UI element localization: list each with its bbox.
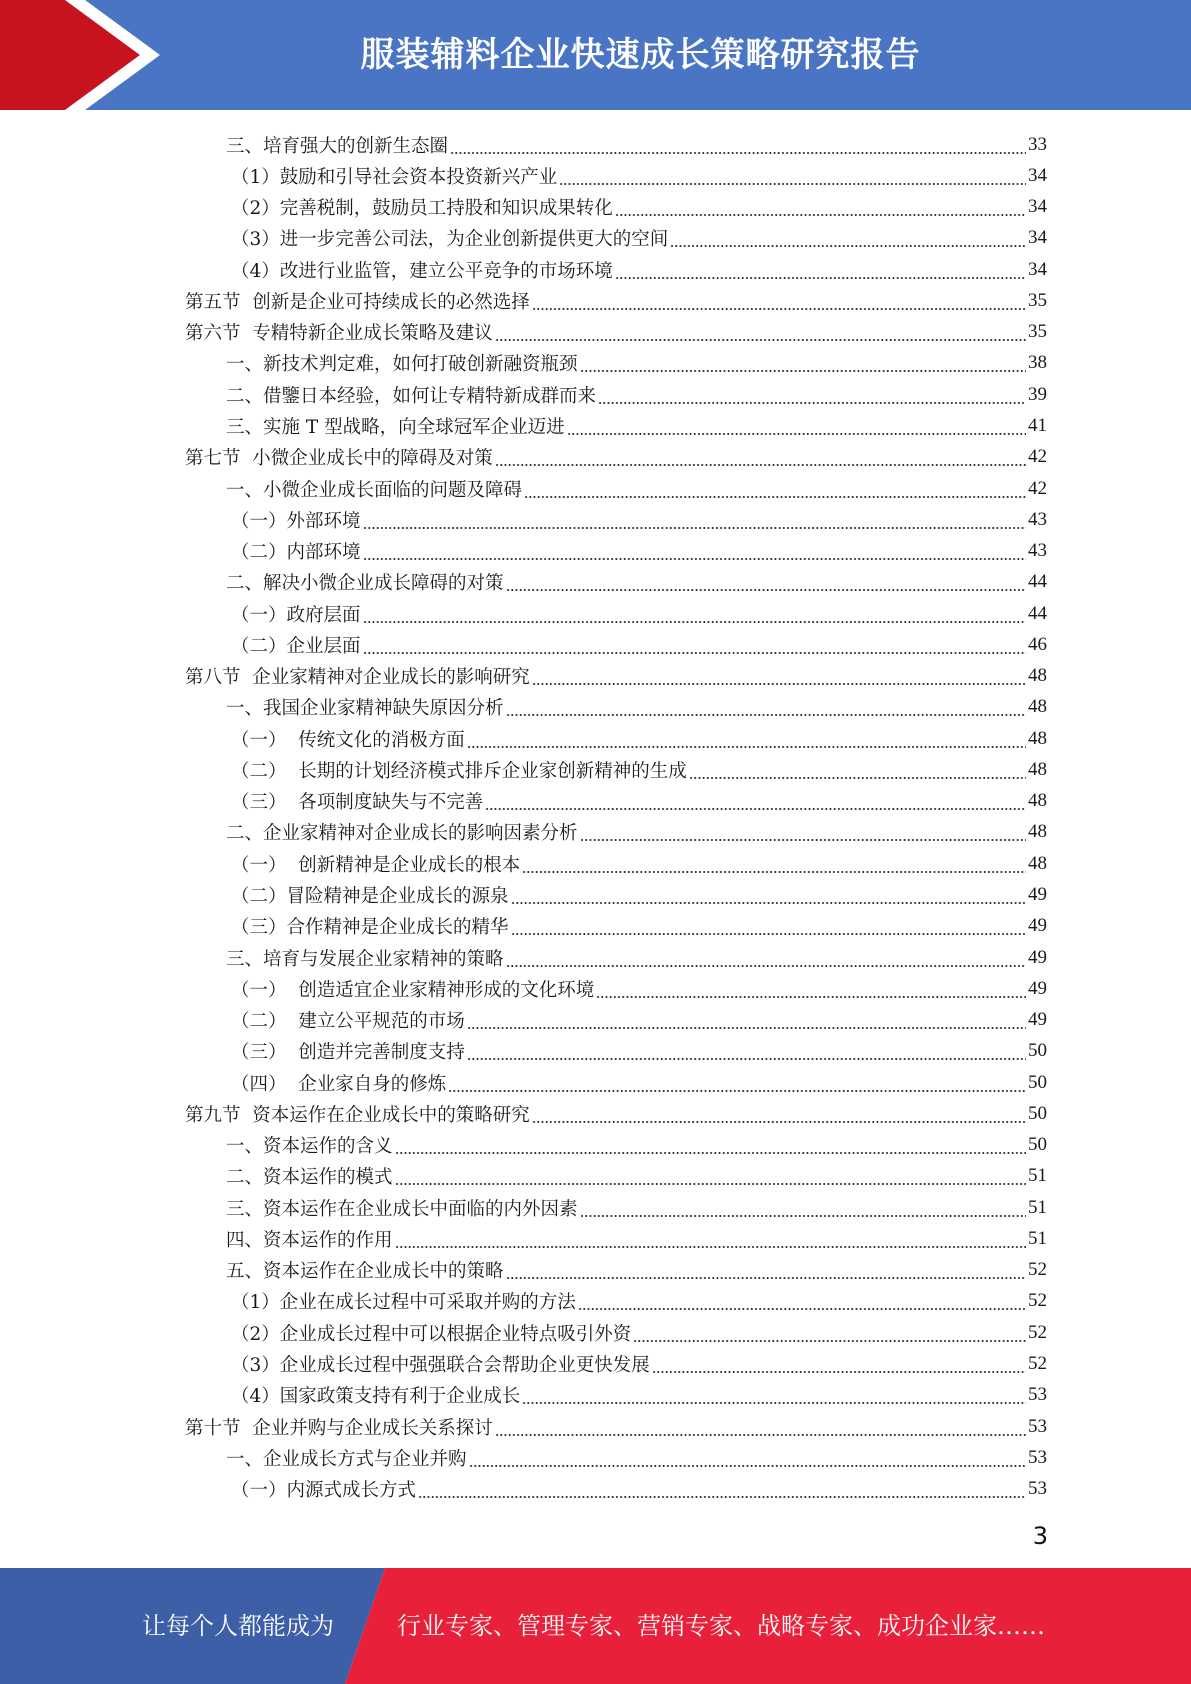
- toc-entry[interactable]: [0, 817, 1191, 848]
- toc-leader-dots: [532, 667, 1026, 685]
- footer-slogan-right: 行业专家、管理专家、营销专家、战略专家、成功企业家……: [397, 1612, 1045, 1640]
- toc-leader-dots: [506, 698, 1026, 716]
- toc-leader-dots: [467, 1011, 1026, 1029]
- toc-entry-label: 三、实施 T 型战略，向全球冠军企业迈进: [226, 417, 565, 439]
- toc-leader-dots: [363, 605, 1026, 623]
- toc-leader-dots: [467, 730, 1026, 748]
- toc-entry-label: （2）企业成长过程中可以根据企业特点吸引外资: [231, 1323, 632, 1345]
- toc-entry-label: （一）内源式成长方式: [231, 1480, 417, 1502]
- toc-entry-label: 一、小微企业成长面临的问题及障碍: [226, 479, 523, 501]
- toc-entry-label: （二）内部环境: [231, 542, 361, 564]
- toc-entry[interactable]: [0, 160, 1191, 191]
- toc-entry-label: （1）企业在成长过程中可采取并购的方法: [231, 1292, 576, 1314]
- toc-entry-page: 41: [1028, 415, 1047, 437]
- toc-entry[interactable]: [0, 1380, 1191, 1411]
- toc-leader-dots: [467, 1042, 1026, 1060]
- toc-leader-dots: [580, 823, 1026, 841]
- toc-entry-label: （4）改进行业监管，建立公平竞争的市场环境: [231, 260, 613, 282]
- toc-entry-page: 44: [1028, 571, 1047, 593]
- toc-entry-label: （3）企业成长过程中强强联合会帮助企业更快发展: [231, 1354, 650, 1376]
- toc-entry-page: 49: [1028, 977, 1047, 999]
- toc-entry-label: （三）合作精神是企业成长的精华: [231, 917, 509, 939]
- toc-entry[interactable]: [0, 473, 1191, 504]
- toc-entry-label: 三、资本运作在企业成长中面临的内外因素: [226, 1198, 578, 1220]
- toc-entry-page: 48: [1028, 758, 1047, 780]
- toc-entry[interactable]: [0, 254, 1191, 285]
- toc-entry-label: 一、企业成长方式与企业并购: [226, 1448, 467, 1470]
- toc-leader-dots: [522, 855, 1026, 873]
- toc-leader-dots: [524, 480, 1026, 498]
- toc-entry-page: 51: [1028, 1227, 1047, 1249]
- toc-entry[interactable]: [0, 1223, 1191, 1254]
- toc-entry-page: 43: [1028, 540, 1047, 562]
- toc-entry-label: （1）鼓励和引导社会资本投资新兴产业: [231, 166, 558, 188]
- toc-leader-dots: [615, 261, 1026, 279]
- toc-entry-label: （二）冒险精神是企业成长的源泉: [231, 886, 509, 907]
- toc-entry[interactable]: [0, 692, 1191, 723]
- toc-entry-page: 34: [1028, 258, 1047, 280]
- toc-entry-label: （三） 创造并完善制度支持: [231, 1042, 465, 1064]
- toc-entry-label: 第五节 创新是企业可持续成长的必然选择: [185, 291, 530, 313]
- toc-leader-dots: [363, 542, 1026, 560]
- toc-entry-page: 50: [1028, 1134, 1047, 1156]
- toc-leader-dots: [495, 448, 1026, 466]
- toc-leader-dots: [511, 917, 1026, 935]
- toc-entry-page: 42: [1028, 477, 1047, 499]
- report-title: 服装辅料企业快速成长策略研究报告: [360, 35, 921, 75]
- toc-leader-dots: [522, 1386, 1026, 1404]
- toc-entry[interactable]: [0, 1255, 1191, 1286]
- toc-leader-dots: [532, 292, 1026, 310]
- toc-entry[interactable]: [0, 223, 1191, 254]
- toc-entry-page: 50: [1028, 1071, 1047, 1093]
- toc-entry-page: 48: [1028, 665, 1047, 687]
- toc-entry-label: （三） 各项制度缺失与不完善: [231, 792, 484, 814]
- toc-leader-dots: [495, 323, 1026, 341]
- toc-entry[interactable]: [0, 1317, 1191, 1348]
- toc-entry[interactable]: [0, 1192, 1191, 1223]
- toc-entry-page: 49: [1028, 1009, 1047, 1031]
- toc-entry-label: 二、企业家精神对企业成长的影响因素分析: [226, 823, 578, 845]
- toc-entry-page: 48: [1028, 821, 1047, 843]
- toc-entry-label: 第十节 企业并购与企业成长关系探讨: [185, 1417, 493, 1439]
- toc-leader-dots: [363, 511, 1026, 529]
- toc-entry[interactable]: [0, 535, 1191, 566]
- toc-entry[interactable]: [0, 1067, 1191, 1098]
- toc-entry-label: 第九节 资本运作在企业成长中的策略研究: [185, 1104, 530, 1126]
- toc-entry[interactable]: [0, 848, 1191, 879]
- toc-entry-page: 51: [1028, 1165, 1047, 1187]
- toc-leader-dots: [596, 980, 1026, 998]
- toc-entry[interactable]: [0, 911, 1191, 942]
- toc-entry-page: 52: [1028, 1259, 1047, 1281]
- toc-entry[interactable]: [0, 879, 1191, 910]
- toc-leader-dots: [395, 1230, 1026, 1248]
- toc-entry[interactable]: [0, 1161, 1191, 1192]
- toc-entry-label: （一）外部环境: [231, 510, 361, 532]
- toc-entry-label: （4）国家政策支持有利于企业成长: [231, 1386, 521, 1408]
- toc-entry[interactable]: [0, 285, 1191, 316]
- toc-entry-label: （一） 创新精神是企业成长的根本: [231, 854, 521, 876]
- toc-leader-dots: [652, 1355, 1026, 1373]
- toc-entry-page: 38: [1028, 352, 1047, 374]
- toc-entry[interactable]: [0, 442, 1191, 473]
- page-header: [0, 0, 1191, 110]
- toc-entry-label: （二） 长期的计划经济模式排斥企业家创新精神的生成: [231, 760, 687, 782]
- toc-leader-dots: [495, 1418, 1026, 1436]
- toc-entry-page: 35: [1028, 289, 1047, 311]
- toc-leader-dots: [450, 136, 1026, 154]
- toc-entry[interactable]: [0, 1036, 1191, 1067]
- toc-leader-dots: [448, 1074, 1026, 1092]
- toc-entry-page: 42: [1028, 446, 1047, 468]
- toc-entry-label: 五、资本运作在企业成长中的策略: [226, 1261, 504, 1283]
- toc-entry-page: 33: [1028, 133, 1047, 155]
- toc-entry-page: 53: [1028, 1384, 1047, 1406]
- toc-leader-dots: [580, 354, 1026, 372]
- toc-entry[interactable]: [0, 1411, 1191, 1442]
- toc-leader-dots: [598, 386, 1026, 404]
- toc-entry[interactable]: [0, 629, 1191, 660]
- toc-entry-label: （二）企业层面: [231, 635, 361, 657]
- toc-entry-label: 第七节 小微企业成长中的障碍及对策: [185, 448, 493, 470]
- toc-entry[interactable]: [0, 942, 1191, 973]
- toc-entry[interactable]: [0, 504, 1191, 535]
- toc-leader-dots: [511, 886, 1026, 904]
- toc-entry-label: （2）完善税制，鼓励员工持股和知识成果转化: [231, 198, 613, 220]
- toc-entry-label: 二、解决小微企业成长障碍的对策: [226, 573, 504, 595]
- toc-leader-dots: [615, 198, 1026, 216]
- toc-leader-dots: [633, 1324, 1026, 1342]
- toc-entry-label: （一）政府层面: [231, 604, 361, 626]
- toc-entry-page: 34: [1028, 164, 1047, 186]
- toc-entry-label: （3）进一步完善公司法，为企业创新提供更大的空间: [231, 229, 669, 251]
- toc-leader-dots: [485, 792, 1026, 810]
- toc-entry-label: 二、资本运作的模式: [226, 1167, 393, 1189]
- toc-entry-page: 49: [1028, 915, 1047, 937]
- toc-entry[interactable]: [0, 129, 1191, 160]
- toc-entry[interactable]: [0, 410, 1191, 441]
- toc-leader-dots: [559, 167, 1026, 185]
- toc-entry-label: 第八节 企业家精神对企业成长的影响研究: [185, 667, 530, 689]
- toc-leader-dots: [580, 1199, 1026, 1217]
- toc-leader-dots: [578, 1292, 1026, 1310]
- footer-slogan-left: 让每个人都能成为: [142, 1612, 334, 1640]
- page-number: 3: [1032, 1522, 1048, 1550]
- toc-entry-page: 39: [1028, 383, 1047, 405]
- toc-entry-page: 48: [1028, 696, 1047, 718]
- toc-leader-dots: [506, 949, 1026, 967]
- toc-leader-dots: [670, 229, 1026, 247]
- toc-entry[interactable]: [0, 348, 1191, 379]
- toc-entry-page: 35: [1028, 321, 1047, 343]
- toc-entry-label: 三、培育与发展企业家精神的策略: [226, 948, 504, 970]
- toc-entry-page: 52: [1028, 1352, 1047, 1374]
- toc-entry-page: 46: [1028, 633, 1047, 655]
- toc-entry-label: （二） 建立公平规范的市场: [231, 1011, 465, 1033]
- toc-entry[interactable]: [0, 1098, 1191, 1129]
- toc-entry[interactable]: [0, 786, 1191, 817]
- toc-entry[interactable]: [0, 973, 1191, 1004]
- toc-entry-page: 53: [1028, 1446, 1047, 1468]
- toc-entry-page: 48: [1028, 790, 1047, 812]
- toc-entry-page: 49: [1028, 946, 1047, 968]
- page-footer: [0, 1568, 1191, 1684]
- toc-entry[interactable]: [0, 661, 1191, 692]
- table-of-contents: [0, 129, 1191, 1505]
- toc-entry-page: 48: [1028, 727, 1047, 749]
- toc-leader-dots: [567, 417, 1026, 435]
- toc-leader-dots: [469, 1449, 1026, 1467]
- toc-entry-label: （一） 传统文化的消极方面: [231, 729, 465, 751]
- toc-entry-label: 一、新技术判定难，如何打破创新融资瓶颈: [226, 354, 578, 376]
- toc-entry[interactable]: [0, 379, 1191, 410]
- toc-entry-page: 48: [1028, 852, 1047, 874]
- toc-leader-dots: [506, 1261, 1026, 1279]
- toc-entry[interactable]: [0, 754, 1191, 785]
- toc-entry[interactable]: [0, 598, 1191, 629]
- toc-entry-label: 二、借鑒日本经验，如何让专精特新成群而来: [226, 385, 597, 407]
- toc-entry-label: 四、资本运作的作用: [226, 1229, 393, 1251]
- toc-entry[interactable]: [0, 1348, 1191, 1379]
- toc-entry-label: （四） 企业家自身的修炼: [231, 1073, 447, 1095]
- toc-entry[interactable]: [0, 317, 1191, 348]
- toc-entry-page: 52: [1028, 1290, 1047, 1312]
- toc-leader-dots: [532, 1105, 1026, 1123]
- toc-entry[interactable]: [0, 1004, 1191, 1035]
- toc-entry-page: 49: [1028, 884, 1047, 905]
- toc-entry-page: 51: [1028, 1196, 1047, 1218]
- toc-entry-page: 44: [1028, 602, 1047, 624]
- toc-leader-dots: [363, 636, 1026, 654]
- toc-entry[interactable]: [0, 1286, 1191, 1317]
- toc-entry[interactable]: [0, 567, 1191, 598]
- toc-entry[interactable]: [0, 723, 1191, 754]
- toc-entry-page: 53: [1028, 1478, 1047, 1500]
- toc-entry-page: 50: [1028, 1040, 1047, 1062]
- toc-entry-label: 三、培育强大的创新生态圈: [226, 135, 449, 157]
- toc-entry-page: 52: [1028, 1321, 1047, 1343]
- toc-entry[interactable]: [0, 192, 1191, 223]
- toc-entry-page: 43: [1028, 508, 1047, 530]
- toc-entry-page: 50: [1028, 1102, 1047, 1124]
- toc-leader-dots: [689, 761, 1026, 779]
- toc-entry-label: （一） 创造适宜企业家精神形成的文化环境: [231, 979, 595, 1001]
- toc-entry[interactable]: [0, 1130, 1191, 1161]
- toc-entry[interactable]: [0, 1473, 1191, 1504]
- toc-entry-label: 一、我国企业家精神缺失原因分析: [226, 698, 504, 720]
- toc-leader-dots: [395, 1167, 1026, 1185]
- toc-entry[interactable]: [0, 1442, 1191, 1473]
- toc-entry-page: 53: [1028, 1415, 1047, 1437]
- toc-entry-label: 第六节 专精特新企业成长策略及建议: [185, 323, 493, 345]
- toc-entry-page: 34: [1028, 227, 1047, 249]
- toc-entry-label: 一、资本运作的含义: [226, 1136, 393, 1158]
- toc-leader-dots: [418, 1480, 1026, 1498]
- toc-leader-dots: [506, 573, 1026, 591]
- toc-entry-page: 34: [1028, 196, 1047, 218]
- toc-leader-dots: [395, 1136, 1026, 1154]
